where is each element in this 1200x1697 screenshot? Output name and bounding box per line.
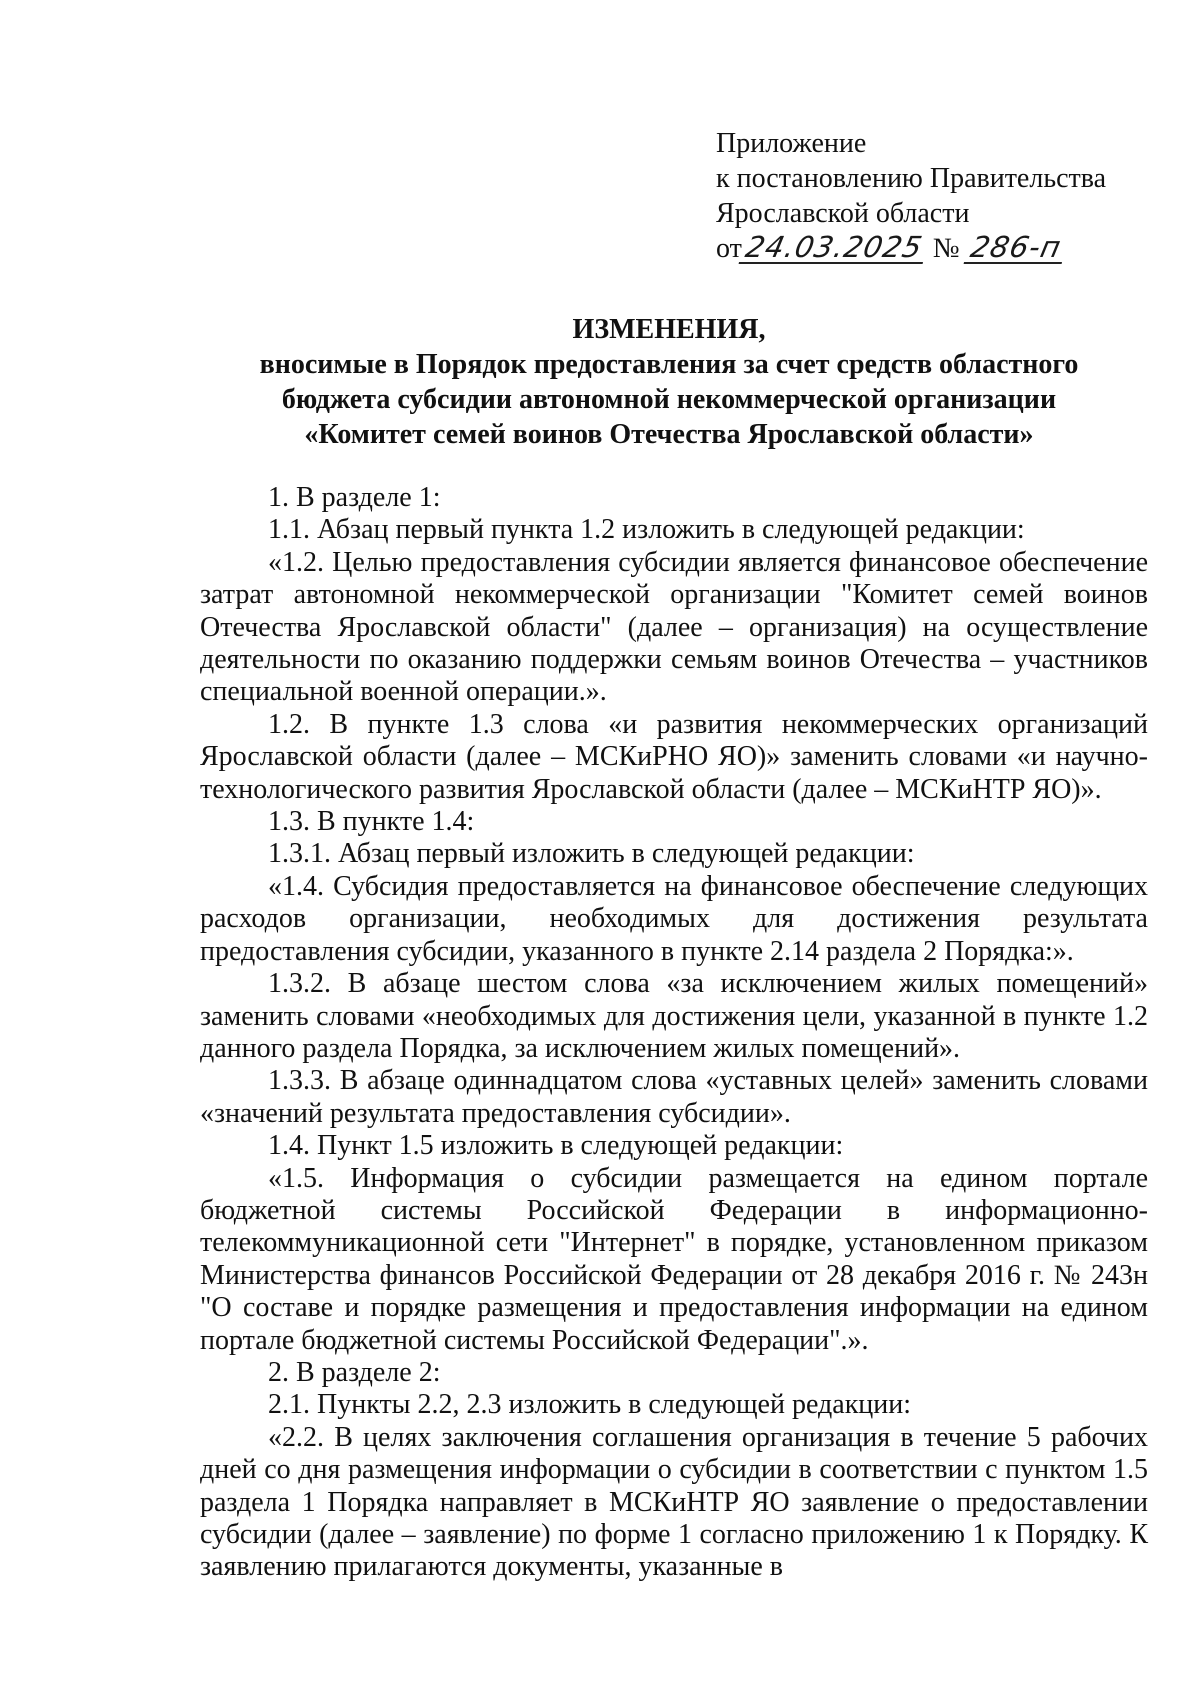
paragraph: 1.1. Абзац первый пункта 1.2 изложить в следующей редакции:	[268, 514, 1025, 546]
from-label: от	[716, 233, 742, 264]
paragraph: «1.2. Целью предоставления субсидии является финансовое обеспечение затрат автономной некоммерческой организации "Комитет семей воинов Отечества Ярославской области" (далее – организация) на осуществление деятельности по оказанию поддержки семьям воинов Отечества – участников специальной военной операции.».	[200, 546, 1148, 708]
appendix-label: Приложение	[716, 128, 867, 159]
title-subtitle-line-3: «Комитет семей воинов Отечества Ярославской области»	[304, 419, 1034, 450]
paragraph: «1.4. Субсидия предоставляется на финансовое обеспечение следующих расходов организации, необходимых для достижения результата предоставления субсидии, указанного в пункте 2.14 раздела 2 Порядка:».	[200, 870, 1148, 967]
paragraph: 1. В разделе 1:	[268, 482, 441, 513]
paragraph: «2.2. В целях заключения соглашения организация в течение 5 рабочих дней со дня размещения информации о субсидии в соответствии с пунктом 1.5 раздела 1 Порядка направляет в МСКиНТР ЯО заявление о предоставлении субсидии (далее – заявление) по форме 1 согласно приложению 1 к Порядку. К заявлению прилагаются документы, указанные в	[200, 1421, 1148, 1583]
paragraph: 1.3. В пункте 1.4:	[268, 806, 475, 838]
number-label: №	[932, 233, 960, 264]
appendix-header	[716, 126, 1176, 266]
paragraph: 2.1. Пункты 2.2, 2.3 изложить в следующей редакции:	[268, 1389, 912, 1421]
paragraph: «1.5. Информация о субсидии размещается на едином портале бюджетной системы Российской Федерации в информационно-телекоммуникационной сети "Интернет" в порядке, установленном приказом Министерства финансов Российской Федерации от 28 декабря 2016 г. № 243н "О составе и порядке размещения и предоставления информации на едином портале бюджетной системы Российской Федерации".».	[200, 1162, 1148, 1356]
paragraph: 1.3.1. Абзац первый изложить в следующей редакции:	[268, 838, 915, 870]
handwritten-date: 24.03.2025	[738, 232, 929, 264]
title-subtitle-line-1: вносимые в Порядок предоставления за счет средств областного	[259, 349, 1079, 380]
paragraph: 1.3.2. В абзаце шестом слова «за исключением жилых помещений» заменить словами «необходимых для достижения цели, указанной в пункте 1.2 данного раздела Порядка, за исключением жилых помещений».	[200, 968, 1148, 1064]
paragraph: 1.4. Пункт 1.5 изложить в следующей редакции:	[268, 1130, 844, 1162]
title-subtitle-line-2: бюджета субсидии автономной некоммерческой организации	[281, 384, 1057, 415]
appendix-region: Ярославской области	[716, 198, 970, 229]
appendix-date-number-line	[716, 231, 1176, 266]
title-main: ИЗМЕНЕНИЯ,	[572, 314, 766, 345]
paragraph: 2. В разделе 2:	[268, 1356, 441, 1388]
document-body	[200, 482, 1148, 1584]
handwritten-number: 286-п	[963, 232, 1068, 264]
paragraph: 1.2. В пункте 1.3 слова «и развития некоммерческих организаций Ярославской области (далее – МСКиРНО ЯО)» заменить словами «и научно-технологического развития Ярославской области (далее – МСКиНТР ЯО)».	[200, 708, 1148, 805]
appendix-resolution: к постановлению Правительства	[716, 163, 1107, 194]
paragraph: 1.3.3. В абзаце одиннадцатом слова «уставных целей» заменить словами «значений результата предоставления субсидии».	[200, 1065, 1148, 1129]
document-title	[200, 312, 1138, 452]
